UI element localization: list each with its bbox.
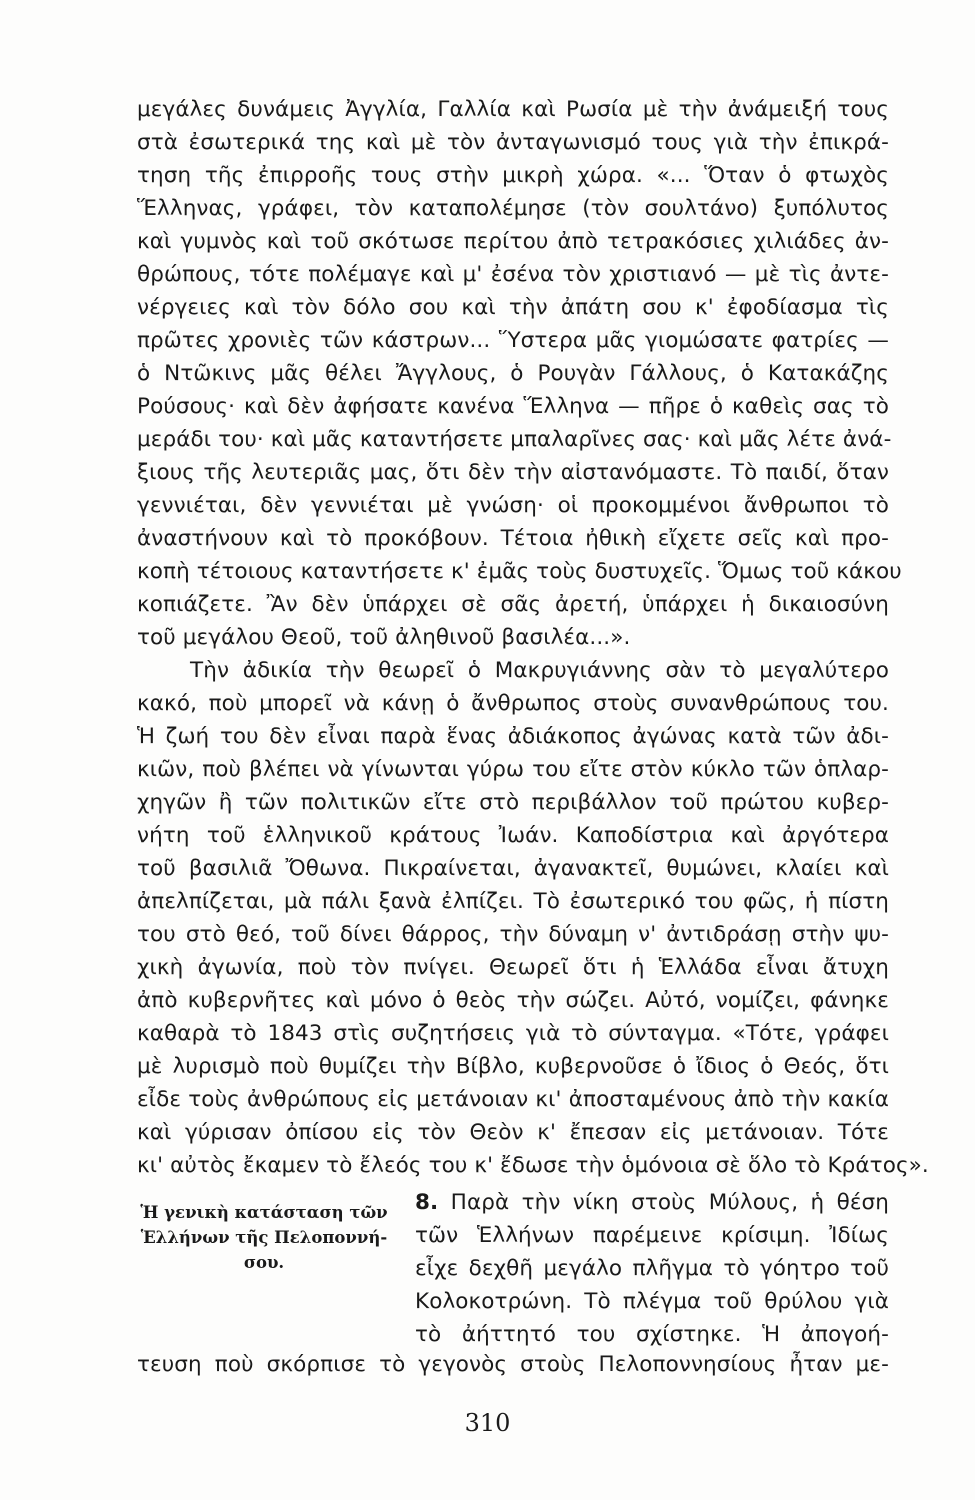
body-line: καὶ γύρισαν ὀπίσου εἰς τὸν Θεὸν κ' ἔπεσαν εἰς μετάνοιαν. Τότε (137, 1120, 889, 1145)
body-line: Ἡ ζωή του δὲν εἶναι παρὰ ἕνας ἀδιάκοπος ἀγώνας κατὰ τῶν ἀδι- (137, 724, 889, 749)
body-line: τοῦ μεγάλου Θεοῦ, τοῦ ἀληθινοῦ βασιλέα...». (137, 625, 631, 650)
body-line: κιῶν, ποὺ βλέπει νὰ γίνωνται γύρω του εἴτε στὸν κύκλο τῶν ὁπλαρ- (137, 757, 889, 782)
body-line: κοπὴ τέτοιους καταντήσετε κ' ἐμᾶς τοὺς δυστυχεῖς. Ὅμως τοῦ κάκου (137, 559, 902, 584)
body-line: ἀπελπίζεται, μὰ πάλι ξανὰ ἐλπίζει. Τὸ ἐσωτερικό του φῶς, ἡ πίστη (137, 889, 889, 914)
body-line: ἀπὸ κυβερνῆτες καὶ μόνο ὁ θεὸς τὴν σώζει. Αὐτό, νομίζει, φάνηκε (137, 988, 889, 1013)
body-line: θρώπους, τότε πολέμαγε καὶ μ' ἐσένα τὸν χριστιανό — μὲ τὶς ἀντε- (137, 262, 889, 287)
paragraph-first-line: Τὴν ἀδικία τὴν θεωρεῖ ὁ Μακρυγιάννης σὰν τὸ μεγαλύτερο (190, 658, 889, 683)
body-line: καθαρὰ τὸ 1843 στὶς συζητήσεις γιὰ τὸ σύνταγμα. «Τότε, γράφει (137, 1021, 889, 1046)
section-first-line (415, 1188, 889, 1218)
body-line: χηγῶν ἢ τῶν πολιτικῶν εἴτε στὸ περιβάλλον τοῦ πρώτου κυβερ- (137, 790, 889, 815)
sidenote-line: Ἡ γενικὴ κατάσταση τῶν (140, 1203, 388, 1222)
sidenote-line: Ἑλλήνων τῆς Πελοποννή- (140, 1228, 388, 1247)
section-line: εἶχε δεχθῆ μεγάλο πλῆγμα τὸ γόητρο τοῦ (415, 1256, 889, 1281)
body-line: Ρούσους· καὶ δὲν ἀφήσατε κανένα Ἕλληνα — πῆρε ὁ καθεὶς σας τὸ (137, 394, 889, 419)
body-line: μεγάλες δυνάμεις Ἀγγλία, Γαλλία καὶ Ρωσία μὲ τὴν ἀνάμειξή τους (137, 97, 889, 122)
section-line: τὸ ἀήττητό του σχίστηκε. Ἡ ἀπογοή- (415, 1322, 889, 1347)
body-line: ξιους τῆς λευτεριᾶς μας, ὅτι δὲν τὴν αἰστανόμαστε. Τὸ παιδί, ὅταν (137, 460, 889, 485)
body-line: χικὴ ἀγωνία, ποὺ τὸν πνίγει. Θεωρεῖ ὅτι ἡ Ἑλλάδα εἶναι ἄτυχη (137, 955, 889, 980)
body-line: νήτη τοῦ ἑλληνικοῦ κράτους Ἰωάν. Καποδίστρια καὶ ἀργότερα (137, 823, 889, 848)
body-line: κακό, ποὺ μπορεῖ νὰ κάνῃ ὁ ἄνθρωπος στοὺς συνανθρώπους του. (137, 691, 889, 716)
section-line: Κολοκοτρώνη. Τὸ πλέγμα τοῦ θρύλου γιὰ (415, 1289, 889, 1314)
body-line: μεράδι του· καὶ μᾶς καταντήσετε μπαλαρῖνες σας· καὶ μᾶς λέτε ἀνά- (137, 427, 892, 452)
section-sidenote (130, 1200, 398, 1275)
body-line: τοῦ βασιλιᾶ Ὄθωνα. Πικραίνεται, ἀγανακτεῖ, θυμώνει, κλαίει καὶ (137, 856, 889, 881)
body-line: ὁ Ντῶκινς μᾶς θέλει Ἄγγλους, ὁ Ρουγὰν Γάλλους, ὁ Κατακάζης (137, 361, 889, 386)
section-line-full: τευση ποὺ σκόρπισε τὸ γεγονὸς στοὺς Πελοποννησίους ἦταν με- (137, 1352, 889, 1377)
body-line: κοπιάζετε. Ἂν δὲν ὑπάρχει σὲ σᾶς ἀρετή, ὑπάρχει ἡ δικαιοσύνη (137, 592, 889, 617)
page-number: 310 (464, 1409, 511, 1437)
section-line: τῶν Ἑλλήνων παρέμεινε κρίσιμη. Ἰδίως (415, 1223, 889, 1248)
body-line: ἀναστήνουν καὶ τὸ προκόβουν. Τέτοια ἠθικὴ εἴχετε σεῖς καὶ προ- (137, 526, 889, 551)
body-line: Ἕλληνας, γράφει, τὸν καταπολέμησε (τὸν σουλτάνο) ξυπόλυτος (137, 196, 889, 221)
body-line: πρῶτες χρονιὲς τῶν κάστρων... Ὕστερα μᾶς γιομώσατε φατρίες — (137, 328, 889, 353)
body-line: εἶδε τοὺς ἀνθρώπους εἰς μετάνοιαν κι' ἀποσταμένους ἀπὸ τὴν κακία (137, 1087, 889, 1112)
sidenote-line: σου. (243, 1253, 285, 1272)
body-line: γεννιέται, δὲν γεννιέται μὲ γνώση· οἱ προκομμένοι ἄνθρωποι τὸ (137, 493, 889, 518)
body-line: του στὸ θεό, τοῦ δίνει θάρρος, τὴν δύναμη ν' ἀντιδράσῃ στὴν ψυ- (137, 922, 889, 947)
section-first-line-text: Παρὰ τὴν νίκη στοὺς Μύλους, ἡ θέση (450, 1190, 889, 1215)
body-line: στὰ ἐσωτερικά της καὶ μὲ τὸν ἀνταγωνισμό τους γιὰ τὴν ἐπικρά- (137, 130, 889, 155)
body-line: τηση τῆς ἐπιρροῆς τους στὴν μικρὴ χώρα. «... Ὅταν ὁ φτωχὸς (137, 163, 889, 188)
section-number: 8. (415, 1190, 439, 1215)
body-line: νέργειες καὶ τὸν δόλο σου καὶ τὴν ἀπάτη σου κ' ἐφοδίασμα τὶς (137, 295, 889, 320)
body-line: καὶ γυμνὸς καὶ τοῦ σκότωσε περίτου ἀπὸ τετρακόσιες χιλιάδες ἀν- (137, 229, 889, 254)
body-line: μὲ λυρισμὸ ποὺ θυμίζει τὴν Βίβλο, κυβερνοῦσε ὁ ἴδιος ὁ Θεός, ὅτι (137, 1054, 889, 1079)
body-line: κι' αὐτὸς ἔκαμεν τὸ ἔλεός του κ' ἔδωσε τὴν ὁμόνοια σὲ ὅλο τὸ Κράτος». (137, 1153, 929, 1178)
